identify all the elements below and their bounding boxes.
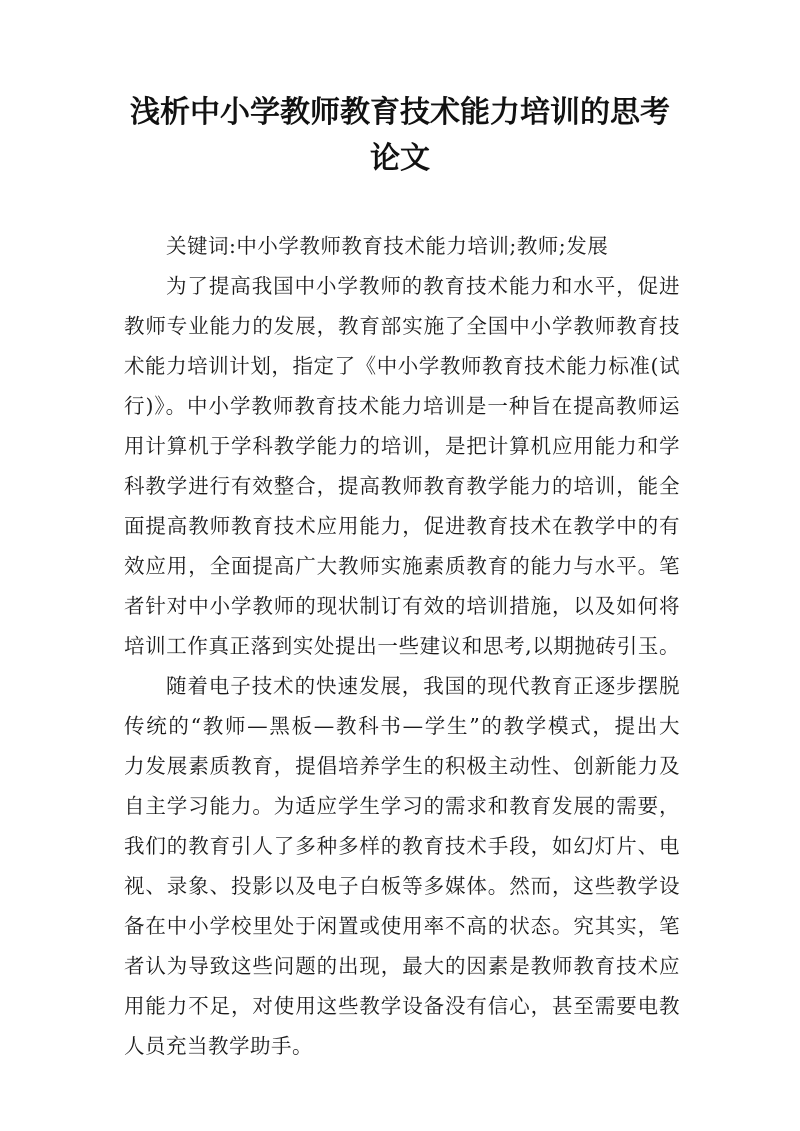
paragraph-line: 备在中小学校里处于闲置或使用率不高的状态。究其实，笔 <box>124 914 680 938</box>
paragraph-1 <box>124 266 680 666</box>
paragraph-line: 力发展素质教育，提倡培养学生的积极主动性、创新能力及 <box>124 754 680 778</box>
paragraph-line: 自主学习能力。为适应学生学习的需求和教育发展的需要， <box>124 794 680 818</box>
paragraph-line: 效应用，全面提高广大教师实施素质教育的能力与水平。笔 <box>124 554 680 578</box>
paragraph-line: 人员充当教学助手。 <box>124 1034 313 1058</box>
paragraph-line: 教师专业能力的发展，教育部实施了全国中小学教师教育技 <box>124 314 680 338</box>
title-line-1: 浅析中小学教师教育技术能力培训的思考 <box>130 95 670 130</box>
title-line-2: 论文 <box>370 141 430 176</box>
paragraph-line: 者针对中小学教师的现状制订有效的培训措施，以及如何将 <box>124 594 680 618</box>
paragraph-line: 我们的教育引人了多种多样的教育技术手段，如幻灯片、电 <box>124 834 680 858</box>
paragraph-line: 用计算机于学科教学能力的培训，是把计算机应用能力和学 <box>124 434 680 458</box>
paragraph-line: 术能力培训计划，指定了《中小学教师教育技术能力标准(试 <box>124 354 680 378</box>
keywords-line: 关键词:中小学教师教育技术能力培训;教师;发展 <box>166 234 609 258</box>
paragraph-line: 科教学进行有效整合，提高教师教育教学能力的培训，能全 <box>124 474 680 498</box>
paragraph-line: 随着电子技术的快速发展，我国的现代教育正逐步摆脱 <box>166 674 680 698</box>
paragraph-line: 行)》。中小学教师教育技术能力培训是一种旨在提高教师运 <box>124 394 680 418</box>
paragraph-line: 培训工作真正落到实处提出一些建议和思考,以期抛砖引玉。 <box>124 634 680 658</box>
paragraph-line: 为了提高我国中小学教师的教育技术能力和水平，促进 <box>166 274 680 298</box>
paragraph-line: 视、录象、投影以及电子白板等多媒体。然而，这些教学设 <box>124 874 680 898</box>
paragraph-line: 者认为导致这些问题的出现，最大的因素是教师教育技术应 <box>124 954 680 978</box>
document-body <box>124 226 680 1066</box>
paragraph-line: 传统的“教师—黑板—教科书—学生”的教学模式，提出大 <box>124 714 680 738</box>
paragraph-line: 面提高教师教育技术应用能力，促进教育技术在教学中的有 <box>124 514 680 538</box>
paragraph-2 <box>124 666 680 1066</box>
paragraph-line: 用能力不足，对使用这些教学设备没有信心，甚至需要电教 <box>124 994 680 1018</box>
document-title <box>0 90 800 182</box>
